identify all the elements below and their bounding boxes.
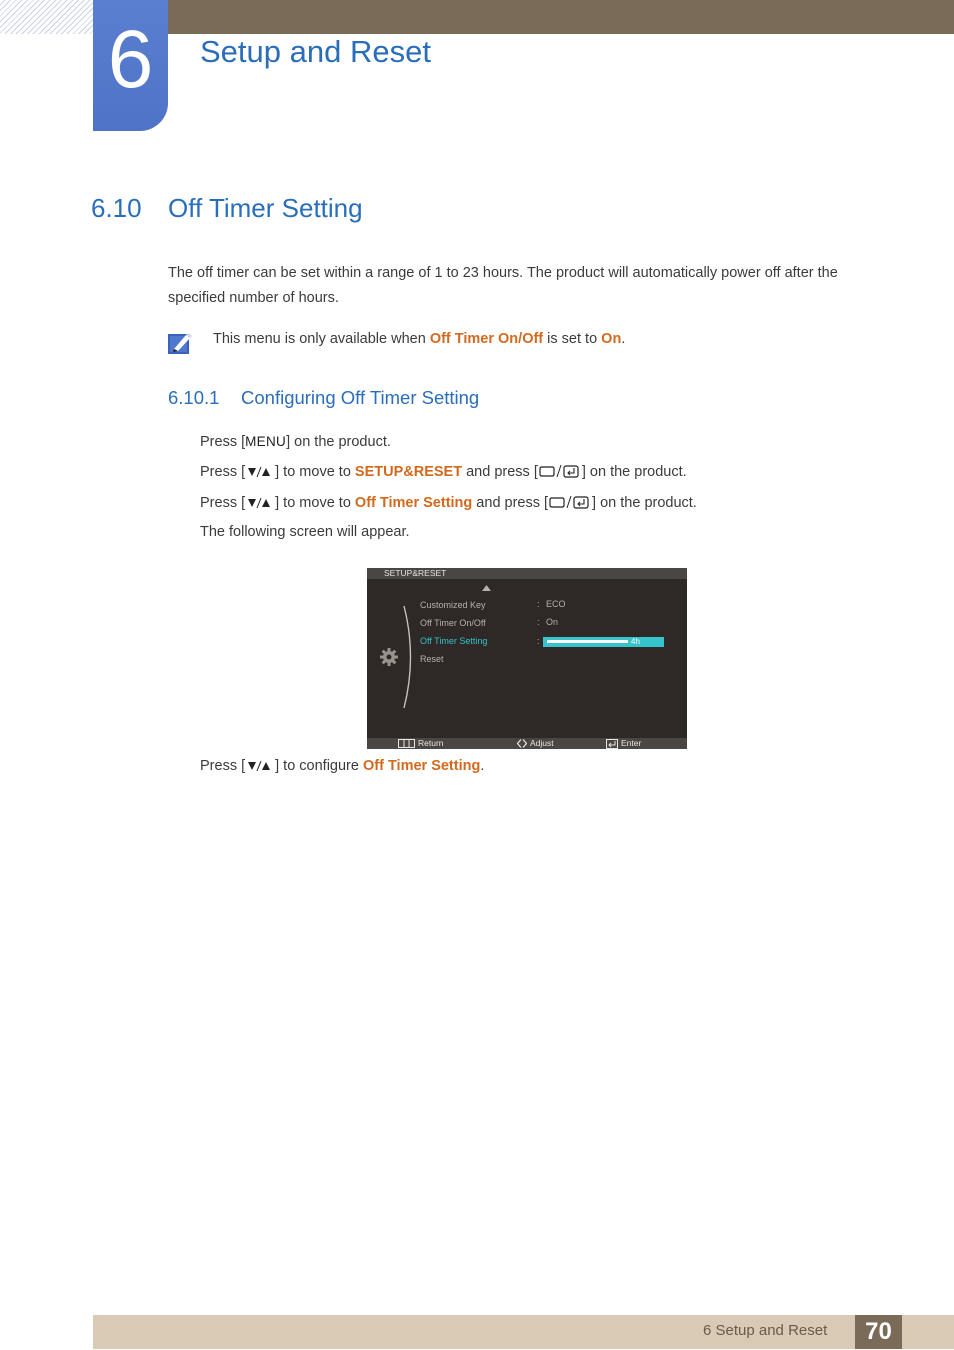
- down-up-arrow-key-icon: [245, 497, 275, 509]
- chapter-title: Setup and Reset: [200, 34, 431, 69]
- step-3-mid: ] to move to: [275, 495, 355, 511]
- chapter-number-tab: 6: [93, 0, 168, 131]
- down-up-arrow-key-icon: [245, 466, 275, 478]
- osd-colon: :: [537, 599, 540, 609]
- step-5-post: .: [480, 758, 485, 774]
- osd-adjust-label: Adjust: [530, 738, 554, 748]
- osd-enter-label: Enter: [621, 738, 642, 748]
- enter-icon: [606, 739, 618, 749]
- step-3-pre: Press [: [200, 495, 246, 511]
- osd-colon: :: [537, 636, 540, 646]
- header-bar: [93, 0, 954, 34]
- osd-item-off-timer-setting[interactable]: Off Timer Setting: [420, 636, 488, 646]
- page-number: 70: [855, 1315, 902, 1349]
- down-up-arrow-key-icon: [245, 760, 275, 772]
- step-3: [200, 493, 697, 513]
- note-text-mid: is set to: [543, 331, 602, 347]
- step-1: [200, 432, 391, 452]
- osd-item-off-timer-onoff[interactable]: Off Timer On/Off: [420, 618, 486, 628]
- osd-adjust-button[interactable]: [517, 738, 554, 749]
- step-1-pre: Press [: [200, 434, 246, 450]
- footer-chapter-text: 6 Setup and Reset: [703, 1322, 828, 1339]
- step-5-target: Off Timer Setting: [362, 758, 481, 774]
- osd-value-customized-key: ECO: [546, 599, 566, 609]
- subsection-heading: [168, 387, 479, 409]
- step-2: [200, 462, 687, 482]
- step-2-mid: ] to move to: [275, 464, 355, 480]
- gear-icon: [380, 648, 398, 666]
- left-right-arrows-icon: [517, 739, 527, 748]
- off-timer-slider-track: [546, 639, 629, 644]
- menu-return-icon: [398, 739, 415, 748]
- osd-scroll-up-icon: [482, 585, 491, 591]
- step-2-mid2: and press [: [462, 464, 538, 480]
- note-text-post: .: [621, 331, 626, 347]
- section-number: 6.10: [91, 193, 142, 223]
- source-enter-key-icon: [538, 464, 582, 478]
- osd-footer-bar: [367, 738, 687, 749]
- step-2-pre: Press [: [200, 464, 246, 480]
- step-4: The following screen will appear.: [200, 524, 410, 540]
- step-2-target: SETUP&RESET: [354, 464, 463, 480]
- step-5-mid: ] to configure: [275, 758, 363, 774]
- step-2-post: ] on the product.: [581, 464, 687, 480]
- note-highlight-off-timer-onoff: Off Timer On/Off: [429, 331, 544, 347]
- note-text: [213, 330, 625, 348]
- osd-item-reset[interactable]: Reset: [420, 654, 444, 664]
- osd-item-customized-key[interactable]: Customized Key: [420, 600, 486, 610]
- off-timer-slider[interactable]: [543, 637, 664, 647]
- osd-return-label: Return: [418, 738, 444, 748]
- osd-value-off-timer-onoff: On: [546, 617, 559, 627]
- osd-return-button[interactable]: [398, 738, 444, 749]
- intro-paragraph: The off timer can be set within a range of 1 to 23 hours. The product will automatically power off after the specified number of hours.: [168, 265, 838, 306]
- step-3-mid2: and press [: [472, 495, 549, 511]
- step-3-post: ] on the product.: [592, 495, 697, 511]
- subsection-number: 6.10.1: [168, 387, 220, 408]
- corner-hatch-pattern: [0, 0, 93, 34]
- note-pencil-icon: [168, 331, 192, 355]
- osd-arc-decoration: [401, 604, 413, 710]
- off-timer-slider-fill: [547, 640, 563, 643]
- step-3-target: Off Timer Setting: [354, 495, 473, 511]
- note-highlight-on: On: [601, 331, 622, 347]
- step-1-post: ] on the product.: [286, 434, 391, 450]
- source-enter-key-icon: [548, 495, 592, 509]
- osd-colon: :: [537, 617, 540, 627]
- step-5: [200, 756, 484, 776]
- subsection-title-text: Configuring Off Timer Setting: [241, 387, 480, 408]
- section-title-text: Off Timer Setting: [168, 193, 363, 223]
- menu-key-icon: MENU: [245, 434, 287, 449]
- osd-title: SETUP&RESET: [384, 568, 447, 578]
- note-text-pre: This menu is only available when: [213, 331, 430, 347]
- step-5-pre: Press [: [200, 758, 246, 774]
- osd-enter-button[interactable]: [606, 738, 641, 749]
- osd-screen: [367, 568, 687, 749]
- off-timer-slider-value: 4h: [631, 637, 640, 646]
- section-heading: [91, 193, 363, 224]
